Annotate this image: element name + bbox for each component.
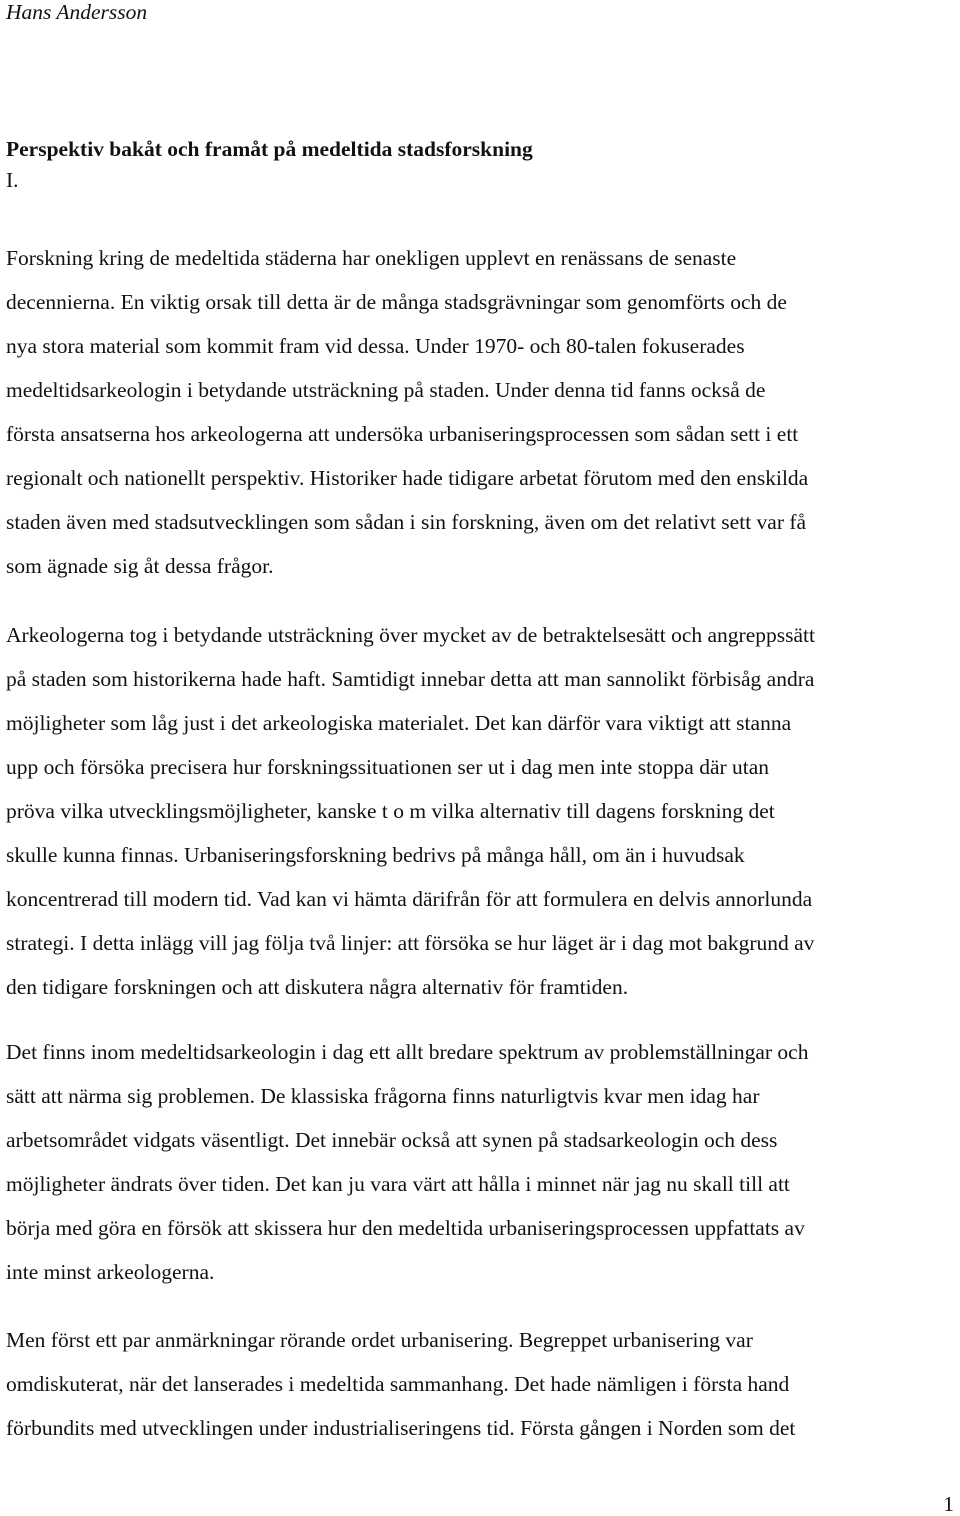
- page-number: 1: [943, 1492, 954, 1516]
- text-line: som ägnade sig åt dessa frågor.: [6, 554, 274, 578]
- text-line: arbetsområdet vidgats väsentligt. Det innebär också att synen på stadsarkeologin och dess: [6, 1128, 778, 1152]
- paragraph-1: [6, 236, 956, 588]
- text-line: Arkeologerna tog i betydande utsträckning över mycket av de betraktelsesätt och angreppssätt: [6, 623, 815, 647]
- section-number: I.: [6, 168, 19, 192]
- author-name: Hans Andersson: [6, 0, 148, 24]
- text-line: medeltidsarkeologin i betydande utsträckning på staden. Under denna tid fanns också de: [6, 378, 766, 402]
- text-line: börja med göra en försök att skissera hur den medeltida urbaniseringsprocessen uppfattats av: [6, 1216, 805, 1240]
- text-line: strategi. I detta inlägg vill jag följa två linjer: att försöka se hur läget är i dag mot bakgrund av: [6, 931, 815, 955]
- text-line: nya stora material som kommit fram vid dessa. Under 1970- och 80-talen fokuserades: [6, 334, 745, 358]
- paragraph-3: [6, 1030, 956, 1294]
- paragraph-4: [6, 1318, 956, 1450]
- text-line: pröva vilka utvecklingsmöjligheter, kanske t o m vilka alternativ till dagens forskning det: [6, 799, 775, 823]
- text-line: regionalt och nationellt perspektiv. Historiker hade tidigare arbetat förutom med den enskilda: [6, 466, 809, 490]
- paragraph-2: [6, 613, 956, 1009]
- text-line: sätt att närma sig problemen. De klassiska frågorna finns naturligtvis kvar men idag har: [6, 1084, 760, 1108]
- text-line: Men först ett par anmärkningar rörande ordet urbanisering. Begreppet urbanisering var: [6, 1328, 753, 1352]
- text-line: inte minst arkeologerna.: [6, 1260, 215, 1284]
- text-line: på staden som historikerna hade haft. Samtidigt innebar detta att man sannolikt förbisåg andra: [6, 667, 815, 691]
- text-line: förbundits med utvecklingen under industrialiseringens tid. Första gången i Norden som det: [6, 1416, 796, 1440]
- text-line: möjligheter som låg just i det arkeologiska materialet. Det kan därför vara viktigt att stanna: [6, 711, 792, 735]
- text-line: upp och försöka precisera hur forskningssituationen ser ut i dag men inte stoppa där utan: [6, 755, 770, 779]
- text-line: den tidigare forskningen och att diskutera några alternativ för framtiden.: [6, 975, 629, 999]
- text-line: skulle kunna finnas. Urbaniseringsforskning bedrivs på många håll, om än i huvudsak: [6, 843, 745, 867]
- text-line: staden även med stadsutvecklingen som sådan i sin forskning, även om det relativt sett var få: [6, 510, 807, 534]
- text-line: omdiskuterat, när det lanserades i medeltida sammanhang. Det hade nämligen i första hand: [6, 1372, 790, 1396]
- text-line: första ansatserna hos arkeologerna att undersöka urbaniseringsprocessen som sådan sett i ett: [6, 422, 799, 446]
- document-title: Perspektiv bakåt och framåt på medeltida stadsforskning: [6, 137, 533, 161]
- text-line: Forskning kring de medeltida städerna har onekligen upplevt en renässans de senaste: [6, 246, 737, 270]
- text-line: koncentrerad till modern tid. Vad kan vi hämta därifrån för att formulera en delvis annorlunda: [6, 887, 813, 911]
- text-line: Det finns inom medeltidsarkeologin i dag ett allt bredare spektrum av problemställningar och: [6, 1040, 809, 1064]
- text-line: decennierna. En viktig orsak till detta är de många stadsgrävningar som genomförts och de: [6, 290, 787, 314]
- text-line: möjligheter ändrats över tiden. Det kan ju vara värt att hålla i minnet när jag nu skall till att: [6, 1172, 790, 1196]
